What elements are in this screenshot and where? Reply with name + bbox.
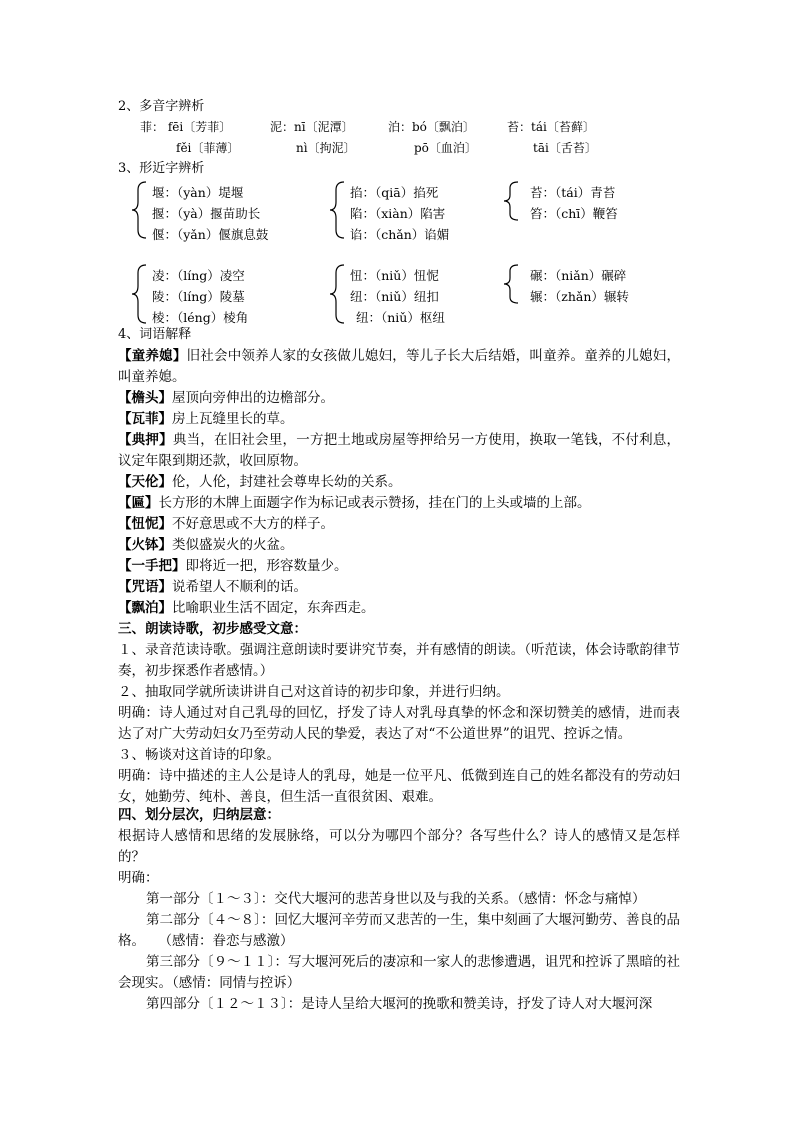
vocab-term: 【咒语】 xyxy=(118,579,172,595)
part-three-heading: 三、朗读诗歌，初步感受文意： xyxy=(118,621,307,637)
vocab-term: 【火钵】 xyxy=(118,537,172,553)
part-three-item-2: ２、抽取同学就所读讲讲自己对这首诗的初步印象，并进行归纳。 xyxy=(118,684,510,700)
similar-group-2 xyxy=(350,182,449,245)
polyphonic-fei-1: 菲： fēi〔芳菲〕 xyxy=(140,120,232,134)
section-heading-polyphonic: 2、多音字辨析 xyxy=(118,99,205,114)
vocab-entry xyxy=(118,514,680,535)
vocab-entry xyxy=(118,577,680,598)
polyphonic-tai-1: 苔：tái〔苔藓〕 xyxy=(507,120,595,134)
vocab-entry xyxy=(118,388,680,409)
vocab-term: 【一手把】 xyxy=(118,558,186,574)
vocab-term: 【飘泊】 xyxy=(118,600,172,616)
similar-item: 掐：（qiā）掐死 xyxy=(350,185,439,200)
similar-group-5 xyxy=(350,265,445,328)
vocab-def: 房上瓦缝里长的草。 xyxy=(172,411,294,427)
similar-item: 揠：（yà）揠苗助长 xyxy=(152,206,261,221)
part-three-item-1: １、录音范读诗歌。强调注意朗读时要讲究节奏，并有感情的朗读。（听范读，体会诗歌韵律节奏，初步探悉作者感情。） xyxy=(118,642,680,679)
vocab-entry xyxy=(118,472,680,493)
vocab-entry xyxy=(118,493,680,514)
similar-item: 辗：（zhǎn）辗转 xyxy=(530,289,629,304)
similar-item: 陵：（líng）陵墓 xyxy=(152,289,245,304)
similar-item: 碾：（niǎn）碾碎 xyxy=(530,268,627,283)
similar-group-1 xyxy=(152,182,268,245)
vocab-def: 长方形的木牌上面题字作为标记或表示赞扬，挂在门的上头或墙的上部。 xyxy=(158,495,591,511)
vocab-def: 即将近一把，形容数量少。 xyxy=(185,558,348,574)
vocab-term: 【天伦】 xyxy=(118,474,172,490)
brace-group-5 xyxy=(328,263,350,325)
part-three-clarify-2: 明确：诗中描述的主人公是诗人的乳母，她是一位平凡、低微到连自己的姓名都没有的劳动妇女，她勤劳、纯朴、善良，但生活一直很贫困、艰难。 xyxy=(118,768,680,805)
vocab-def: 旧社会中领养人家的女孩做儿媳妇，等儿子长大后结婚，叫童养。童养的儿媳妇，叫童养媳。 xyxy=(118,348,680,385)
part-four-section-4: 第四部分〔１２～１３〕：是诗人呈给大堰河的挽歌和赞美诗，抒发了诗人对大堰河深 xyxy=(146,996,653,1012)
part-three-item-3: ３、畅谈对这首诗的印象。 xyxy=(118,747,280,763)
part-four xyxy=(118,805,680,1015)
vocab-def: 屋顶向旁伸出的边檐部分。 xyxy=(172,390,334,406)
polyphonic-bo-1: 泊：bó〔飘泊〕 xyxy=(388,120,475,134)
part-four-question: 根据诗人感情和思绪的发展脉络，可以分为哪四个部分？各写些什么？诗人的感情又是怎样的？ xyxy=(118,828,680,865)
vocab-def: 伦，人伦，封建社会尊卑长幼的关系。 xyxy=(172,474,402,490)
part-four-section-1: 第一部分〔１～３〕：交代大堰河的悲苦身世以及与我的关系。（感情：怀念与痛悼） xyxy=(146,891,646,907)
vocab-entry xyxy=(118,535,680,556)
part-four-clarify-label: 明确： xyxy=(118,870,159,886)
similar-item: 棱：（léng）棱角 xyxy=(152,310,249,325)
vocab-def: 典当，在旧社会里，一方把土地或房屋等押给另一方使用，换取一笔钱，不付利息，议定年限到期还款，收回原物。 xyxy=(118,432,681,469)
part-four-heading: 四、划分层次，归纳层意： xyxy=(118,807,280,823)
vocab-term: 【典押】 xyxy=(118,432,173,448)
similar-item: 偃：（yǎn）偃旗息鼓 xyxy=(152,227,269,242)
part-three xyxy=(118,619,680,808)
similar-item: 谄：（chǎn）谄媚 xyxy=(350,227,450,242)
brace-group-1 xyxy=(130,180,152,240)
polyphonic-ni-2: nì〔拘泥〕 xyxy=(296,141,356,155)
vocab-entry xyxy=(118,409,680,430)
similar-group-6 xyxy=(530,265,629,307)
vocab-def: 类似盛炭火的火盆。 xyxy=(172,537,294,553)
vocab-term: 【忸怩】 xyxy=(118,516,172,532)
vocab-term: 【童养媳】 xyxy=(118,348,187,364)
vocab-entry xyxy=(118,598,680,619)
vocab-def: 比喻职业生活不固定，东奔西走。 xyxy=(172,600,375,616)
similar-item: 凌：（líng）凌空 xyxy=(152,268,245,283)
similar-item: 纽：（niǔ）纽扣 xyxy=(350,289,439,304)
part-four-section-2: 第二部分〔４～８〕：回忆大堰河辛劳而又悲苦的一生，集中刻画了大堰河勤劳、善良的品格。 （感情：眷恋与感激） xyxy=(118,912,680,949)
similar-item: 笞：（chī）鞭笞 xyxy=(530,206,618,221)
part-three-clarify-1: 明确：诗人通过对自己乳母的回忆，抒发了诗人对乳母真挚的怀念和深切赞美的感情，进而表达了对广大劳动妇女乃至劳动人民的挚爱，表达了对“不公道世界”的诅咒、控诉之情。 xyxy=(118,705,680,742)
vocab-list xyxy=(118,346,680,619)
vocab-def: 说希望人不顺利的话。 xyxy=(172,579,307,595)
similar-item: 陷：（xiàn）陷害 xyxy=(350,206,446,221)
similar-group-3 xyxy=(530,182,618,224)
brace-group-4 xyxy=(130,263,152,325)
section-heading-vocab: 4、词语解释 xyxy=(118,327,192,342)
polyphonic-po-2: pō〔血泊〕 xyxy=(414,141,477,155)
similar-item: 忸：（niǔ）忸怩 xyxy=(350,268,439,283)
vocab-term: 【檐头】 xyxy=(118,390,172,406)
vocab-entry xyxy=(118,556,680,577)
vocab-def: 不好意思或不大方的样子。 xyxy=(172,516,334,532)
polyphonic-fei-2: fěi〔菲薄〕 xyxy=(176,141,240,155)
brace-group-6 xyxy=(502,263,524,305)
vocab-term: 【瓦菲】 xyxy=(118,411,172,427)
brace-group-3 xyxy=(502,180,524,222)
brace-group-2 xyxy=(328,180,350,240)
similar-item: 苔：（tái）青苔 xyxy=(530,185,616,200)
vocab-term: 【匾】 xyxy=(118,495,159,511)
similar-group-4 xyxy=(152,265,248,328)
vocab-entry xyxy=(118,430,680,472)
similar-item: 纽：（niǔ）枢纽 xyxy=(356,310,445,325)
polyphonic-tai-2: tāi〔舌苔〕 xyxy=(533,141,597,155)
part-four-section-3: 第三部分〔９～１１〕：写大堰河死后的凄凉和一家人的悲惨遭遇，诅咒和控诉了黑暗的社会现实。（感情：同情与控诉） xyxy=(118,954,680,991)
polyphonic-ni-1: 泥：nī〔泥潭〕 xyxy=(270,120,354,134)
vocab-entry xyxy=(118,346,680,388)
similar-item: 堰：（yàn）堤堰 xyxy=(152,185,244,200)
section-heading-similar-chars: 3、形近字辨析 xyxy=(118,161,205,176)
